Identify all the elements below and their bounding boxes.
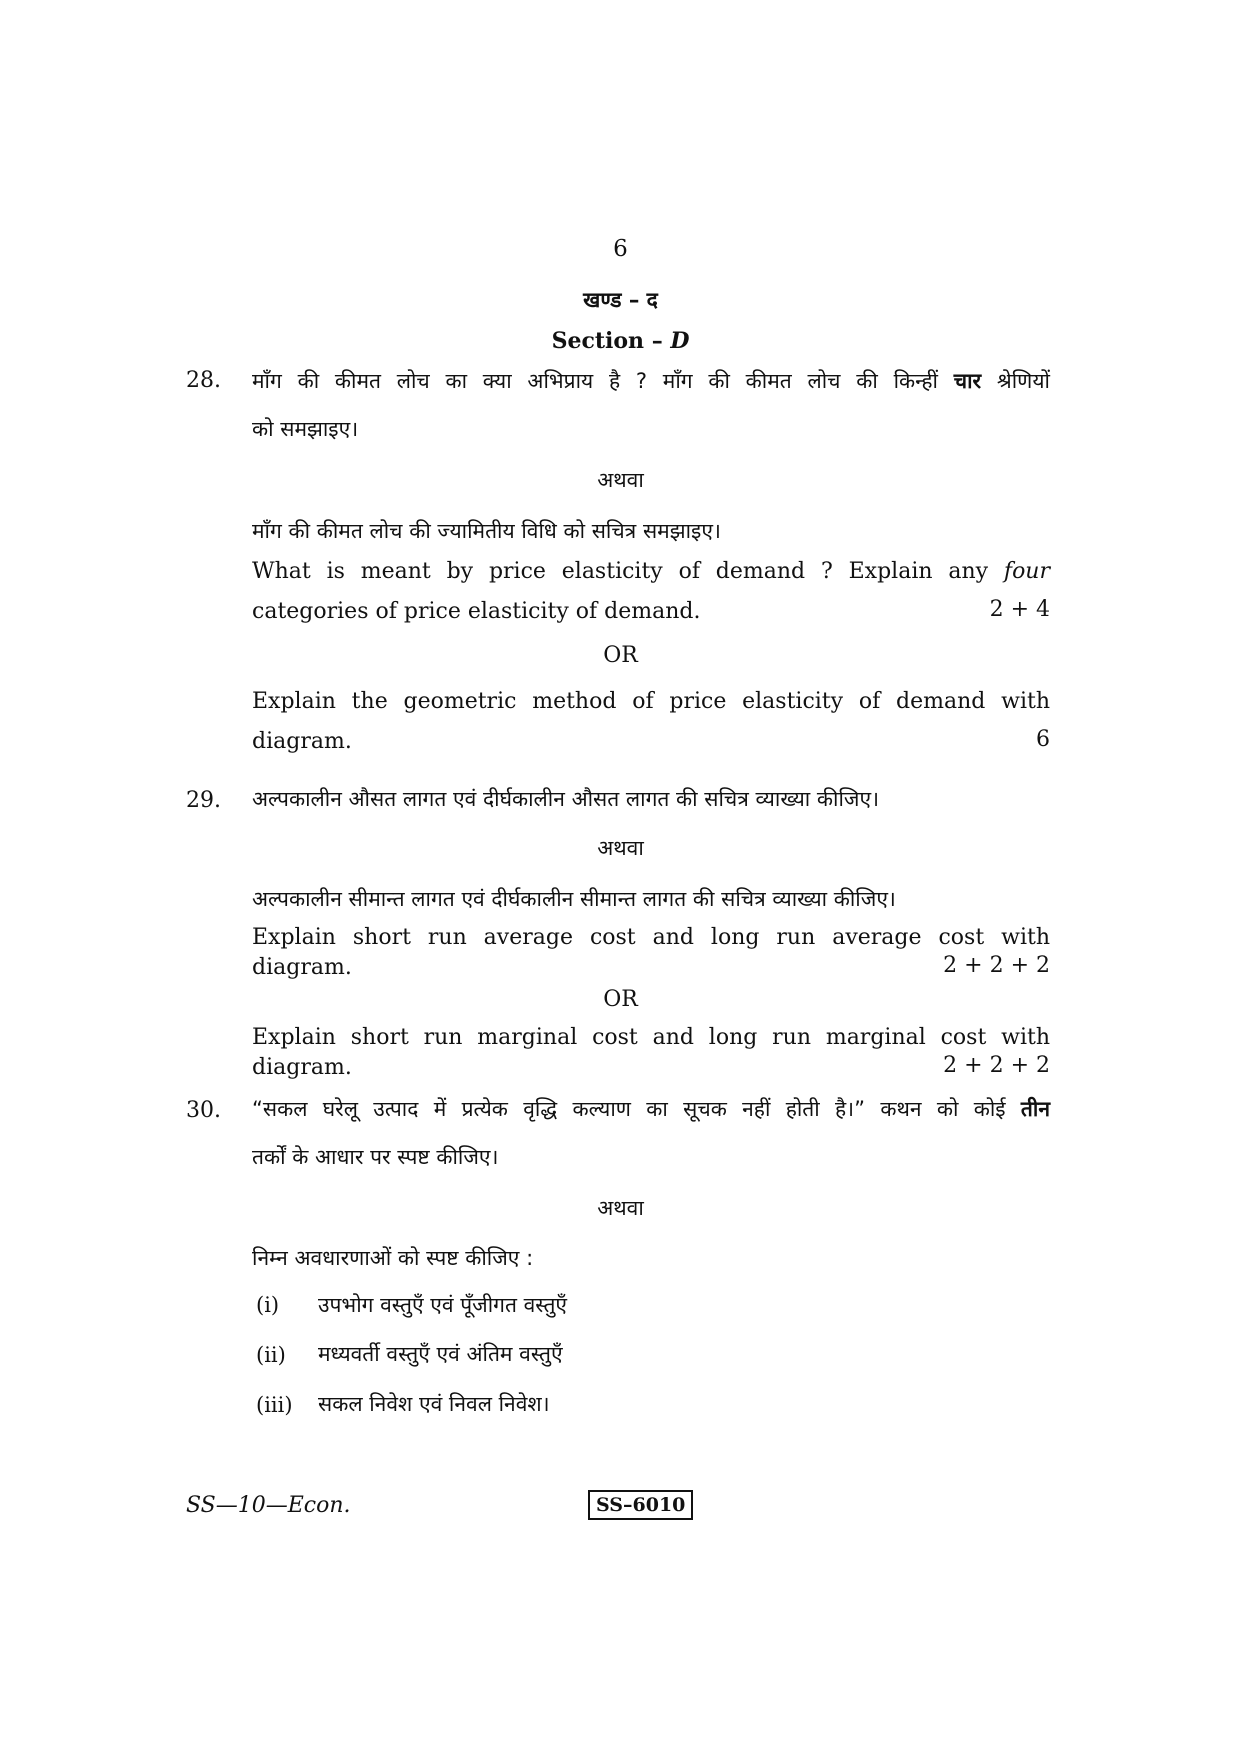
- section-title-english: Section – D: [551, 328, 690, 354]
- q30-item-label: (ii): [256, 1343, 286, 1367]
- q30-item-text: उपभोग वस्तुएँ एवं पूँजीगत वस्तुएँ: [318, 1293, 568, 1317]
- q30-item-label: (i): [256, 1293, 280, 1317]
- q28-athva: अथवा: [597, 468, 644, 492]
- q30-hindi-line-2: तर्कों के आधार पर स्पष्ट कीजिए।: [252, 1145, 499, 1169]
- q29-english-line-1: Explain short run average cost and long run average cost with: [252, 925, 1050, 950]
- q29-hindi-or: अल्पकालीन सीमान्त लागत एवं दीर्घकालीन सीमान्त लागत की सचित्र व्याख्या कीजिए।: [252, 887, 896, 911]
- q28-hindi-line-2: को समझाइए।: [252, 417, 359, 441]
- question-number-30: 30.: [186, 1098, 221, 1123]
- q29-marks-1: 2 + 2 + 2: [943, 953, 1050, 978]
- section-title-hindi: खण्ड – द: [583, 288, 658, 312]
- q28-english-line-2: categories of price elasticity of demand.: [252, 599, 701, 624]
- q28-hindi-line-1: माँग की कीमत लोच का क्या अभिप्राय है ? माँग की कीमत लोच की किन्हीं चार श्रेणियों: [252, 369, 1050, 393]
- q28-english-or-line-2: diagram.: [252, 729, 352, 754]
- page-number: 6: [613, 236, 628, 262]
- q30-item-text: मध्यवर्ती वस्तुएँ एवं अंतिम वस्तुएँ: [318, 1342, 563, 1366]
- q30-hindi-line-1: “सकल घरेलू उत्पाद में प्रत्येक वृद्धि कल्याण का सूचक नहीं होती है।” कथन को कोई तीन: [252, 1097, 1050, 1121]
- q29-hindi-line-1: अल्पकालीन औसत लागत एवं दीर्घकालीन औसत लागत की सचित्र व्याख्या कीजिए।: [252, 787, 880, 811]
- q28-english-line-1: What is meant by price elasticity of demand ? Explain any four: [252, 559, 1050, 584]
- question-number-28: 28.: [186, 368, 221, 393]
- q30-item-text: सकल निवेश एवं निवल निवेश।: [318, 1392, 550, 1416]
- q29-or: OR: [603, 987, 638, 1012]
- q28-hindi-or: माँग की कीमत लोच की ज्यामितीय विधि को सचित्र समझाइए।: [252, 519, 721, 543]
- footer-paper-code: SS—10—Econ.: [186, 1493, 351, 1518]
- question-number-29: 29.: [186, 788, 221, 813]
- q30-item-label: (iii): [256, 1393, 293, 1417]
- q30-hindi-or: निम्न अवधारणाओं को स्पष्ट कीजिए :: [252, 1246, 534, 1270]
- q29-english-or-line-2: diagram.: [252, 1055, 352, 1080]
- q30-athva: अथवा: [597, 1196, 644, 1220]
- q29-athva: अथवा: [597, 836, 644, 860]
- q29-marks-2: 2 + 2 + 2: [943, 1053, 1050, 1078]
- footer-booklet-code: SS–6010: [588, 1490, 693, 1520]
- q28-english-or-line-1: Explain the geometric method of price elasticity of demand with: [252, 689, 1050, 714]
- q28-marks-2: 6: [1036, 727, 1050, 752]
- q28-marks-1: 2 + 4: [989, 597, 1050, 622]
- q28-or: OR: [603, 643, 638, 668]
- q29-english-line-2: diagram.: [252, 955, 352, 980]
- q29-english-or-line-1: Explain short run marginal cost and long run marginal cost with: [252, 1025, 1050, 1050]
